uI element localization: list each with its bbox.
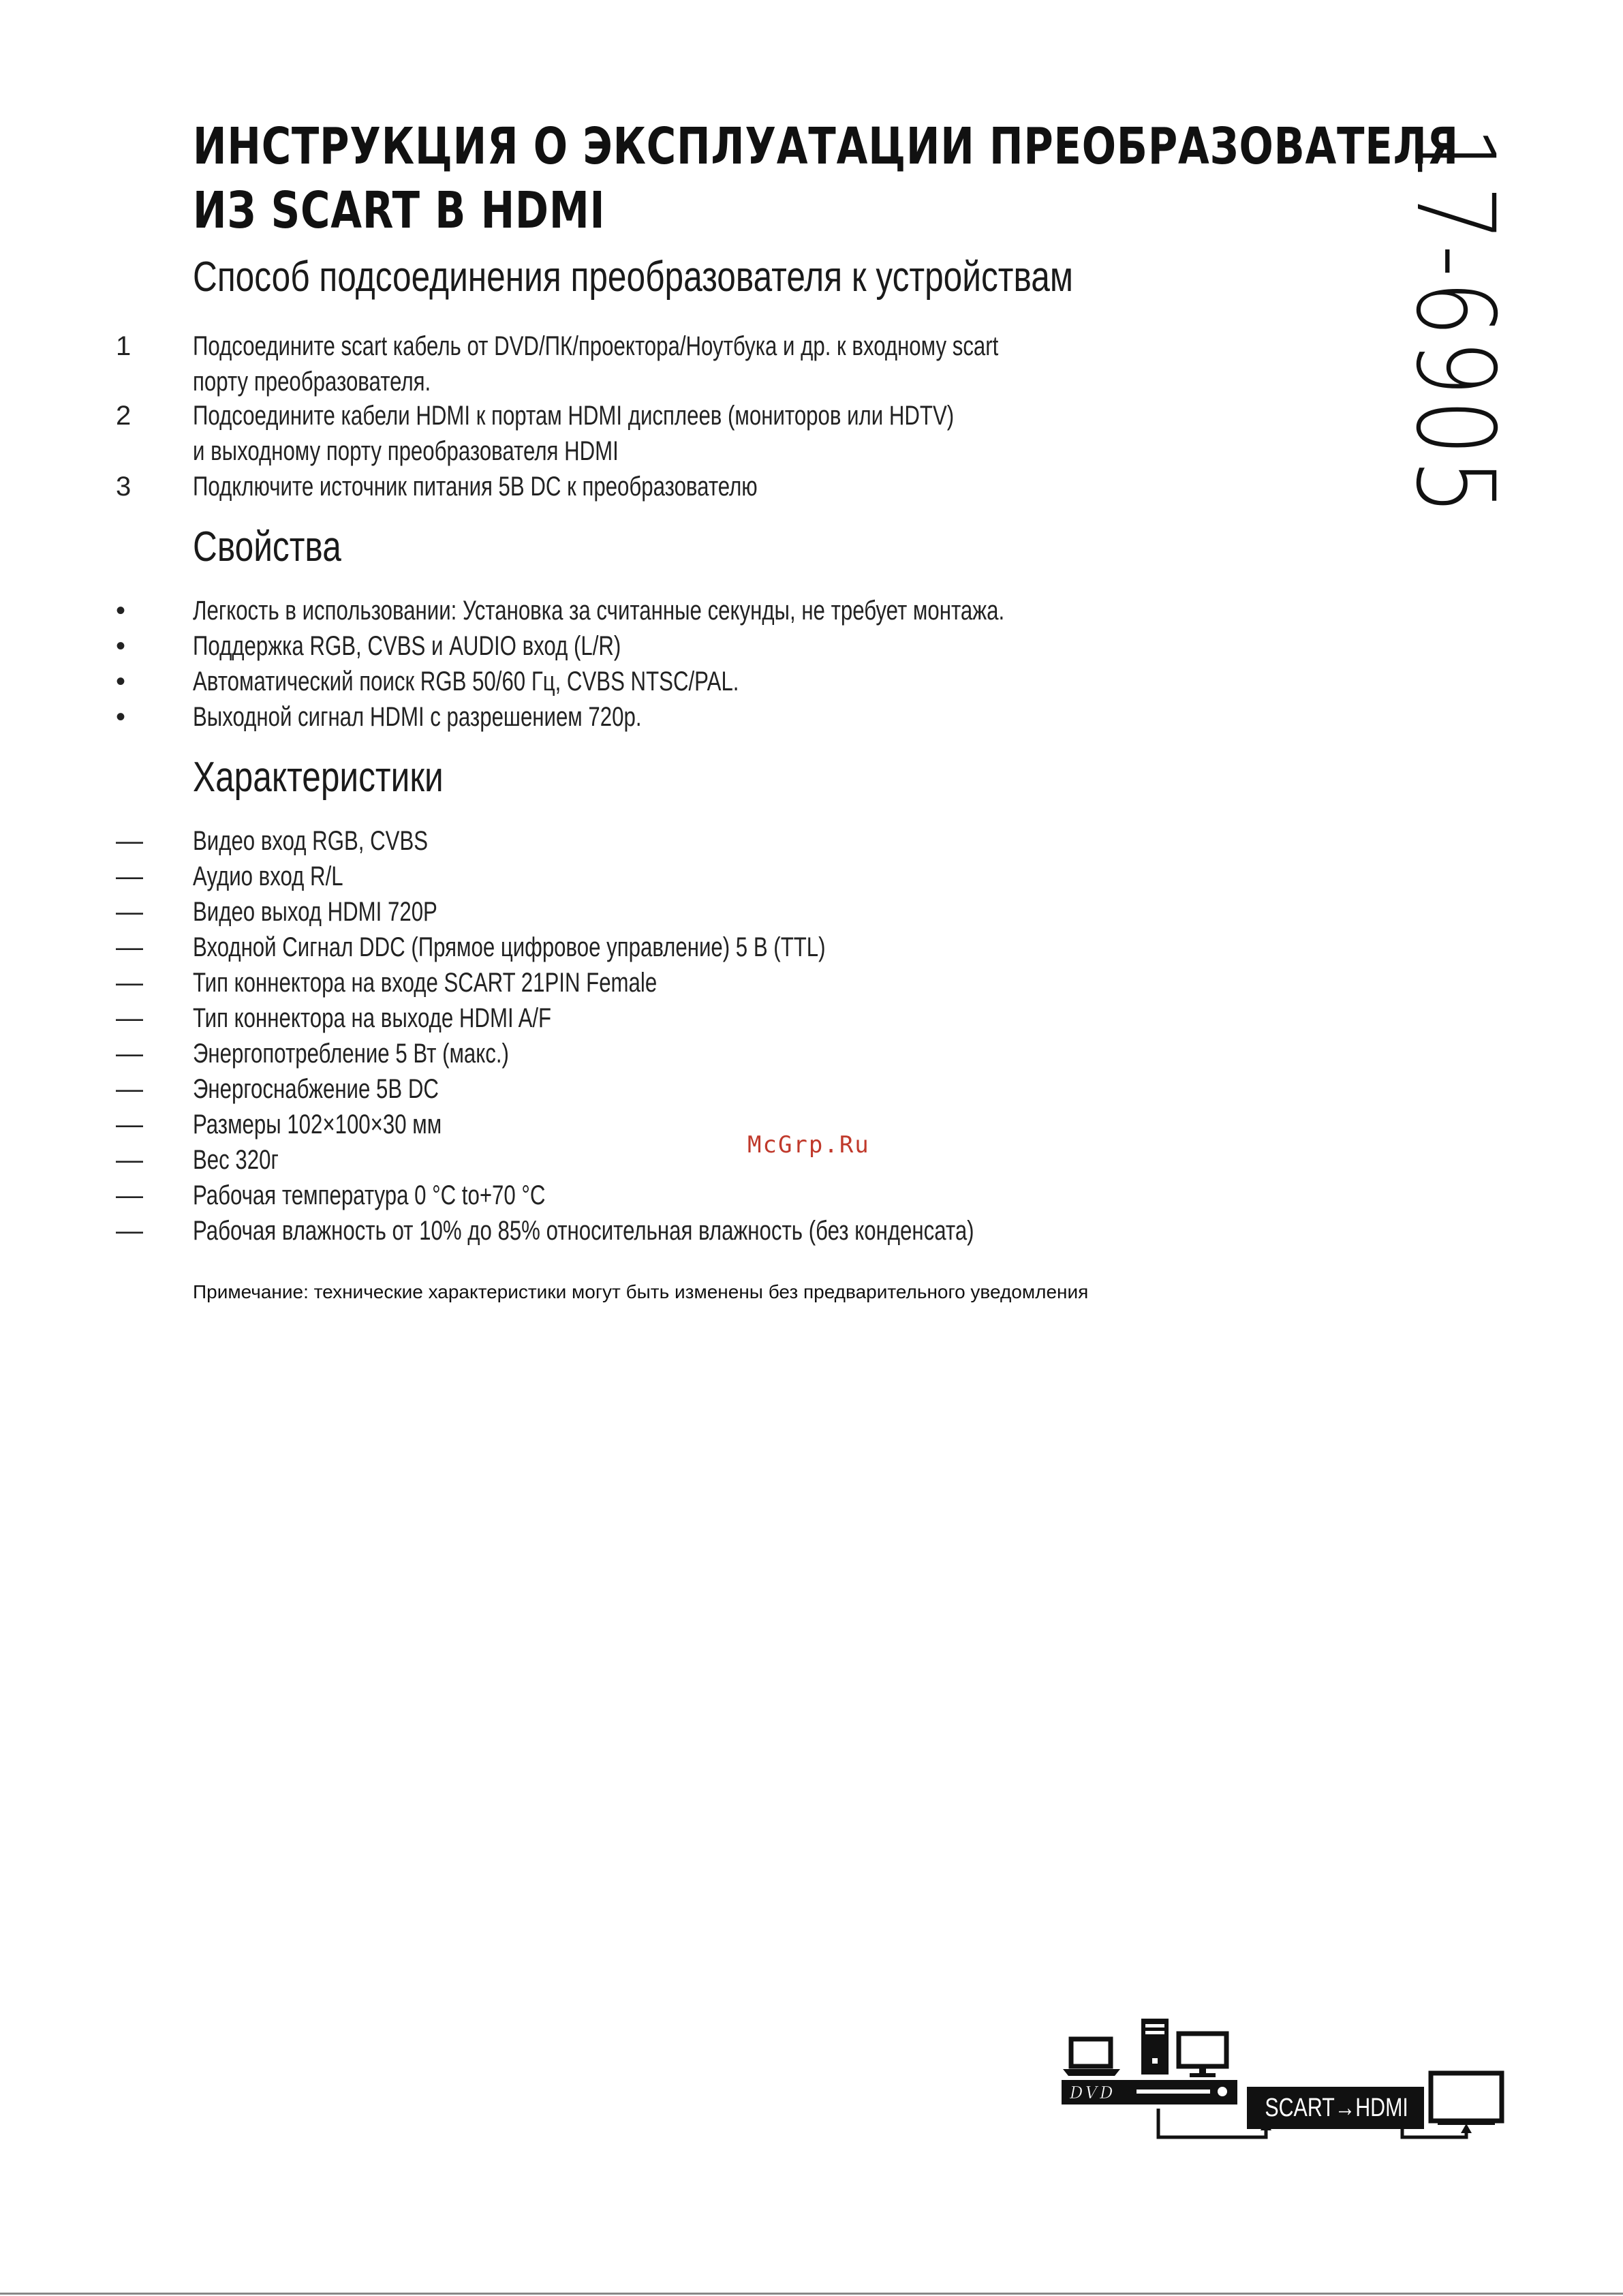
dash-marker: — [116,1074,143,1104]
monitor-icon [1179,2034,1226,2077]
spec-text: Вес 320г [193,1145,279,1175]
spec-text: Рабочая влажность от 10% до 85% относительная влажность (без конденсата) [193,1216,974,1246]
dash-marker: — [116,1216,143,1246]
tv-icon [1431,2073,1502,2125]
step-text-line-1: Подключите источник питания 5В DC к преобразователю [193,472,758,502]
spec-text: Видео вход RGB, CVBS [193,826,429,856]
step-text-line-2: порту преобразователя. [193,367,431,397]
laptop-icon [1063,2039,1120,2076]
dash-marker: — [116,897,143,927]
spec-text: Размеры 102×100×30 мм [193,1109,442,1139]
page-title [193,114,1459,243]
dash-marker: — [116,932,143,962]
bullet-icon: • [116,702,126,732]
spec-text: Тип коннектора на выходе HDMI A/F [193,1003,552,1033]
connection-heading: Способ подсоединения преобразователя к устройствам [193,254,1073,301]
bullet-icon: • [116,631,126,661]
spec-text: Входной Сигнал DDC (Прямое цифровое управление) 5 В (TTL) [193,932,826,962]
converter-label: SCART→HDMI [1247,2087,1424,2129]
footnote: Примечание: технические характеристики могут быть изменены без предварительного уведомления [193,1281,1089,1302]
step-number: 2 [116,401,132,431]
diagram-graphics [1056,2017,1519,2154]
property-text: Легкость в использовании: Установка за считанные секунды, не требует монтажа. [193,596,1005,626]
step-text-line-1: Подсоедините scart кабель от DVD/ПК/проектора/Ноутбука и др. к входному scart [193,331,999,361]
dvd-player-icon [1062,2080,1237,2104]
connection-diagram [1056,2017,1519,2154]
dash-marker: — [116,861,143,891]
dash-marker: — [116,1180,143,1210]
specs-heading: Характеристики [193,754,444,801]
spec-text: Энергопотребление 5 Вт (макс.) [193,1039,509,1069]
dvd-label: DVD [1070,2083,1116,2102]
dash-marker: — [116,1145,143,1175]
bullet-icon: • [116,667,126,697]
bottom-rule [0,2293,1623,2295]
watermark: McGrp.Ru [747,1131,870,1159]
dash-marker: — [116,1039,143,1069]
dash-marker: — [116,1109,143,1139]
property-text: Выходной сигнал HDMI с разрешением 720p. [193,702,642,732]
property-text: Автоматический поиск RGB 50/60 Гц, CVBS NTSC/PAL. [193,667,739,697]
spec-text: Видео выход HDMI 720P [193,897,437,927]
spec-text: Рабочая температура 0 °C to+70 °C [193,1180,546,1210]
step-text-line-2: и выходному порту преобразователя HDMI [193,436,619,466]
spec-text: Аудио вход R/L [193,861,343,891]
dash-marker: — [116,1003,143,1033]
property-text: Поддержка RGB, CVBS и AUDIO вход (L/R) [193,631,621,661]
title-line-2: ИЗ SCART В HDMI [193,181,606,240]
dash-marker: — [116,826,143,856]
step-number: 3 [116,472,132,502]
pc-tower-icon [1141,2019,1169,2075]
title-line-1: ИНСТРУКЦИЯ О ЭКСПЛУАТАЦИИ ПРЕОБРАЗОВАТЕЛЯ [193,117,1459,176]
arrow-head-icon [1461,2124,1472,2133]
bullet-icon: • [116,596,126,626]
step-number: 1 [116,331,132,361]
properties-heading: Свойства [193,523,341,570]
dash-marker: — [116,968,143,998]
step-text-line-1: Подсоедините кабели HDMI к портам HDMI дисплеев (мониторов или HDTV) [193,401,955,431]
spec-text: Энергоснабжение 5В DC [193,1074,439,1104]
product-code: 17-6905 [1392,126,1517,519]
spec-text: Тип коннектора на входе SCART 21PIN Female [193,968,658,998]
